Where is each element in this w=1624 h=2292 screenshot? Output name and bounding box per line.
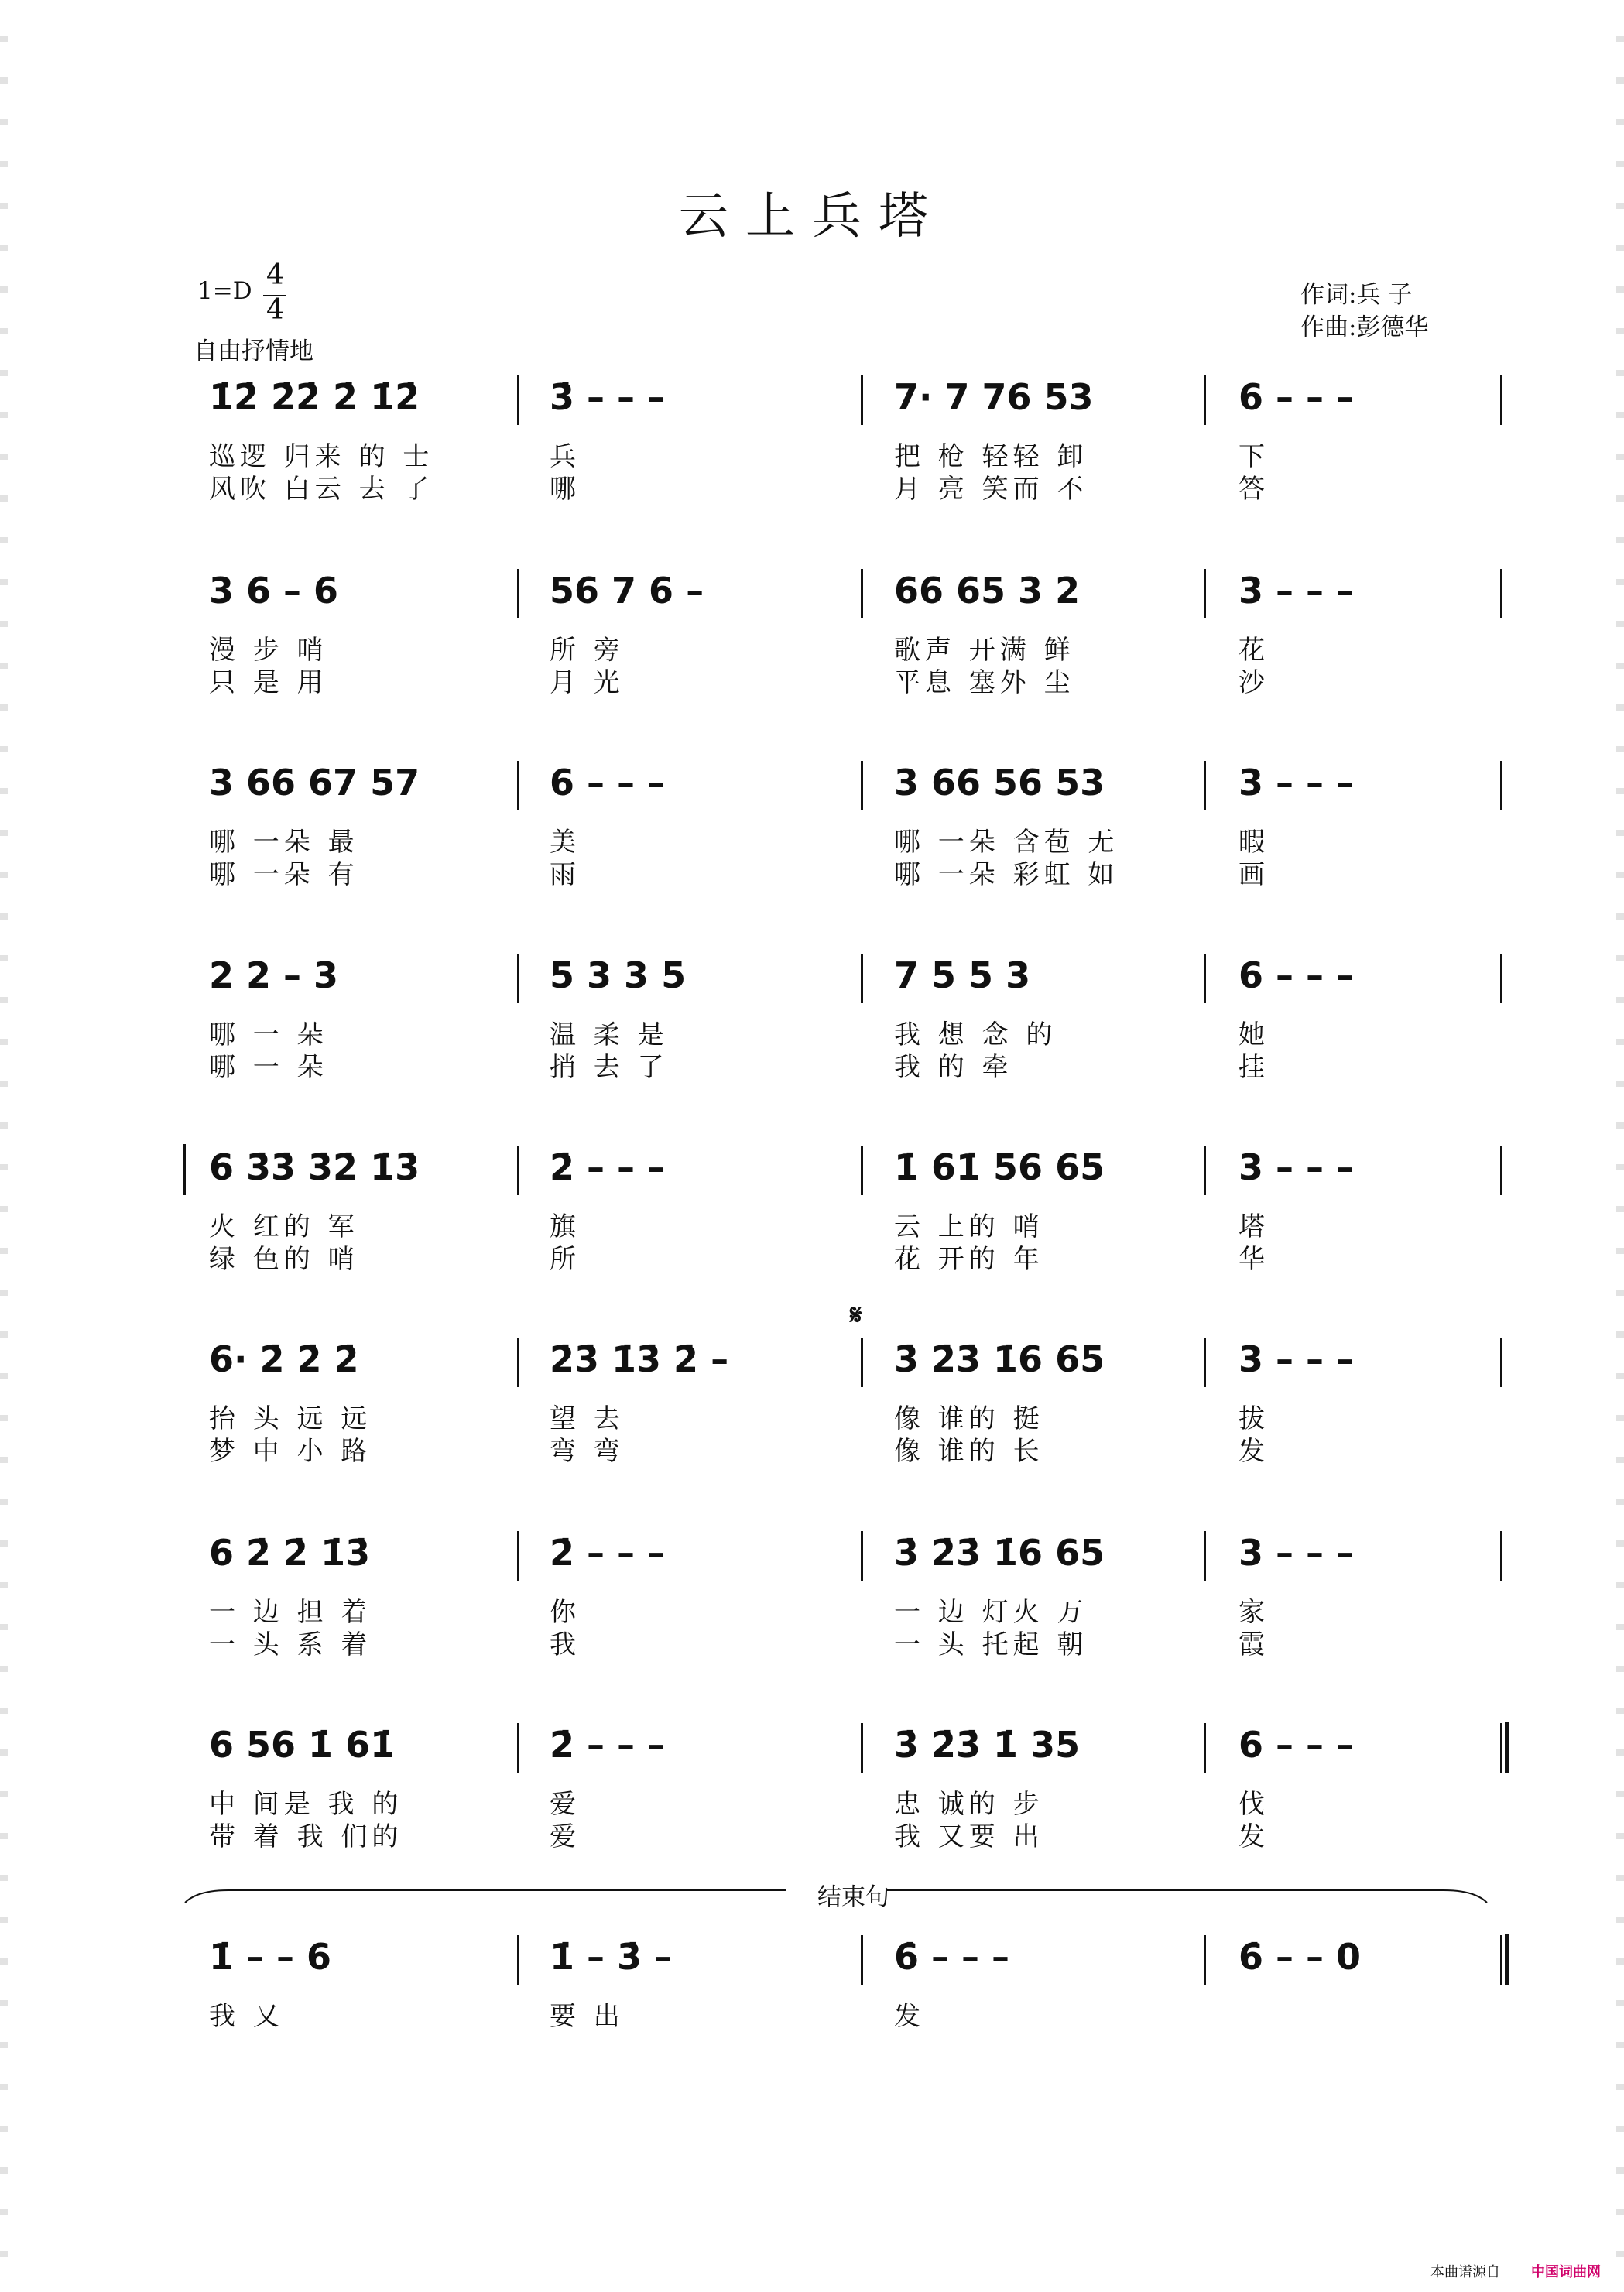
repeat-end-barline: [1505, 1722, 1509, 1773]
barline: [1500, 1146, 1502, 1195]
melody-measure: 3 – – –: [1239, 1146, 1355, 1188]
lyric-verse-2: 我: [550, 1629, 581, 1660]
melody-measure: 7 5 5 3: [894, 954, 1031, 996]
lyric-verse-1: 要 出: [550, 2001, 625, 2032]
lyric-verse-1: 抬 头 远 远: [209, 1403, 372, 1434]
lyric-verse-2: 发: [1239, 1821, 1269, 1852]
ending-label: 结束句: [817, 1883, 889, 1911]
melody-measure: 3 66 67 57: [209, 762, 420, 803]
melody-measure: 1̇ – 3̇ –: [550, 1936, 673, 1978]
lyric-verse-2: 风吹 白云 去 了: [209, 474, 434, 505]
melody-measure: 7· 7 76 53: [894, 376, 1094, 418]
barline: [1204, 1935, 1206, 1985]
melody-measure: 6 2̇ 2̇ 1̇3̇: [209, 1532, 371, 1574]
lyric-verse-1: 暇: [1239, 827, 1269, 858]
barline: [1204, 1723, 1206, 1773]
barline: [861, 1935, 863, 1985]
lyric-verse-1: 一 边 担 着: [209, 1597, 372, 1628]
barline: [1500, 761, 1502, 810]
melody-measure: 3 – – –: [1239, 762, 1355, 803]
melody-measure: 3̇ 2̇3̇ 1̇ 35: [894, 1724, 1081, 1766]
lyric-verse-1: 伐: [1239, 1789, 1269, 1820]
lyric-verse-2: 捎 去 了: [550, 1052, 669, 1083]
melody-measure: 1̇ 61̇ 56 65: [894, 1146, 1105, 1188]
lyric-verse-2: 画: [1239, 859, 1269, 890]
lyric-verse-2: 发: [1239, 1436, 1269, 1467]
song-title: 云上兵塔: [679, 188, 945, 245]
lyric-verse-2: 答: [1239, 474, 1269, 505]
lyric-verse-1: 塔: [1239, 1211, 1269, 1242]
lyric-verse-2: 霞: [1239, 1629, 1269, 1660]
lyric-verse-2: 华: [1239, 1244, 1269, 1275]
left-border-strip: [0, 0, 8, 2292]
barline: [1204, 1146, 1206, 1195]
barline: [517, 375, 519, 425]
barline: [1204, 954, 1206, 1003]
melody-measure: 3 6 – 6: [209, 570, 339, 612]
lyric-verse-2: 沙: [1239, 667, 1269, 698]
barline: [861, 954, 863, 1003]
barline: [861, 1338, 863, 1387]
melody-measure: 6· 2̇ 2̇ 2̇: [209, 1338, 359, 1380]
repeat-start-barline: [183, 1144, 186, 1195]
lyric-verse-2: 哪 一朵 彩虹 如: [894, 859, 1119, 890]
lyric-verse-1: 发: [894, 2001, 925, 2032]
time-signature-denominator: 4: [266, 294, 284, 326]
barline: [1204, 1531, 1206, 1581]
lyric-verse-2: 一 头 托起 朝: [894, 1629, 1088, 1660]
lyric-verse-2: 像 谁的 长: [894, 1436, 1044, 1467]
barline: [1204, 569, 1206, 618]
melody-measure: 2 2 – 3: [209, 954, 339, 996]
lyric-verse-2: 带 着 我 们的: [209, 1821, 403, 1852]
lyric-verse-1: 像 谁的 挺: [894, 1403, 1044, 1434]
lyric-verse-2: 我 的 牵: [894, 1052, 1013, 1083]
barline: [1500, 1338, 1502, 1387]
composer-credit: 作曲:彭德华: [1300, 313, 1429, 341]
lyric-verse-1: 我 又: [209, 2001, 284, 2032]
lyric-verse-1: 美: [550, 827, 581, 858]
right-border-strip: [1616, 0, 1624, 2292]
melody-measure: 6 3̇3̇ 3̇2̇ 1̇3̇: [209, 1146, 420, 1188]
melody-measure: 6 – – –: [550, 762, 666, 803]
barline: [1500, 1723, 1502, 1773]
melody-measure: 6 56 1̇ 61̇: [209, 1724, 396, 1766]
lyric-verse-1: 歌声 开满 鲜: [894, 635, 1075, 666]
barline: [861, 1146, 863, 1195]
final-barline: [1505, 1934, 1509, 1985]
melody-measure: 66 65 3 2: [894, 570, 1081, 612]
lyric-verse-1: 中 间是 我 的: [209, 1789, 403, 1820]
lyric-verse-2: 弯 弯: [550, 1436, 625, 1467]
lyric-verse-1: 花: [1239, 635, 1269, 666]
lyric-verse-1: 望 去: [550, 1403, 625, 1434]
barline: [1500, 1531, 1502, 1581]
lyric-verse-2: 花 开的 年: [894, 1244, 1044, 1275]
lyric-verse-1: 哪 一朵 含苞 无: [894, 827, 1119, 858]
lyric-verse-2: 所: [550, 1244, 581, 1275]
lyric-verse-1: 漫 步 哨: [209, 635, 328, 666]
lyric-verse-2: 月 光: [550, 667, 625, 698]
melody-measure: 3 – – –: [1239, 1532, 1355, 1574]
tempo-marking: 自由抒情地: [194, 337, 313, 365]
lyric-verse-1: 所 旁: [550, 635, 625, 666]
barline: [861, 1723, 863, 1773]
barline: [1204, 375, 1206, 425]
melody-measure: 56 7 6 –: [550, 570, 704, 612]
lyric-verse-1: 把 枪 轻轻 卸: [894, 441, 1088, 472]
barline: [517, 569, 519, 618]
barline: [517, 761, 519, 810]
segno-icon: 𝄋: [850, 1300, 862, 1331]
barline: [517, 1146, 519, 1195]
lyric-verse-1: 火 红的 军: [209, 1211, 359, 1242]
lyric-verse-2: 哪: [550, 474, 581, 505]
lyric-verse-2: 梦 中 小 路: [209, 1436, 372, 1467]
barline: [1204, 1338, 1206, 1387]
lyric-verse-1: 拔: [1239, 1403, 1269, 1434]
lyric-verse-2: 雨: [550, 859, 581, 890]
lyric-verse-1: 哪 一朵 最: [209, 827, 359, 858]
lyric-verse-2: 月 亮 笑而 不: [894, 474, 1088, 505]
barline: [517, 1338, 519, 1387]
melody-measure: 6 – – –: [1239, 1724, 1355, 1766]
lyric-verse-1: 忠 诚的 步: [894, 1789, 1044, 1820]
lyric-verse-1: 巡逻 归来 的 士: [209, 441, 434, 472]
melody-measure: 1̇2̇ 2̇2̇ 2̇ 1̇2̇: [209, 376, 420, 418]
footer-source: 本曲谱源自: [1430, 2264, 1500, 2280]
melody-measure: 5 3 3 5: [550, 954, 687, 996]
footer-site: 中国词曲网: [1531, 2264, 1601, 2280]
melody-measure: 6̇ – – –: [894, 1936, 1010, 1978]
lyric-verse-2: 爱: [550, 1821, 581, 1852]
lyric-verse-1: 我 想 念 的: [894, 1019, 1057, 1050]
melody-measure: 6̇ – – 0: [1239, 1936, 1362, 1978]
lyric-verse-1: 一 边 灯火 万: [894, 1597, 1088, 1628]
lyric-verse-1: 云 上的 哨: [894, 1211, 1044, 1242]
barline: [861, 375, 863, 425]
barline: [1500, 569, 1502, 618]
melody-measure: 3 – – –: [1239, 1338, 1355, 1380]
melody-measure: 6 – – –: [1239, 376, 1355, 418]
melody-measure: 6 – – –: [1239, 954, 1355, 996]
melody-measure: 2̇ – – –: [550, 1532, 666, 1574]
lyric-verse-1: 家: [1239, 1597, 1269, 1628]
lyric-verse-2: 哪 一 朵: [209, 1052, 328, 1083]
lyric-verse-2: 一 头 系 着: [209, 1629, 372, 1660]
barline: [1500, 954, 1502, 1003]
lyric-verse-2: 绿 色的 哨: [209, 1244, 359, 1275]
lyric-verse-1: 温 柔 是: [550, 1019, 669, 1050]
melody-measure: 3̇ 2̇3̇ 1̇6 65: [894, 1532, 1105, 1574]
lyric-verse-1: 哪 一 朵: [209, 1019, 328, 1050]
barline: [517, 1531, 519, 1581]
barline: [861, 569, 863, 618]
lyric-verse-1: 兵: [550, 441, 581, 472]
melody-measure: 3 – – –: [1239, 570, 1355, 612]
barline: [1204, 761, 1206, 810]
key-signature: 1=D: [197, 277, 252, 305]
lyric-verse-1: 下: [1239, 441, 1269, 472]
lyric-verse-1: 你: [550, 1597, 581, 1628]
barline: [1500, 375, 1502, 425]
barline: [517, 954, 519, 1003]
lyric-verse-2: 哪 一朵 有: [209, 859, 359, 890]
barline: [861, 761, 863, 810]
melody-measure: 3̇ – – –: [550, 376, 666, 418]
barline: [517, 1723, 519, 1773]
melody-measure: 2̇3̇ 1̇3̇ 2̇ –: [550, 1338, 729, 1380]
melody-measure: 3̇ 2̇3̇ 1̇6 65: [894, 1338, 1105, 1380]
melody-measure: 3 66 56 53: [894, 762, 1105, 803]
lyricist-credit: 作词:兵 子: [1300, 281, 1413, 309]
lyric-verse-2: 我 又要 出: [894, 1821, 1044, 1852]
barline: [861, 1531, 863, 1581]
lyric-verse-2: 平息 塞外 尘: [894, 667, 1075, 698]
lyric-verse-1: 她: [1239, 1019, 1269, 1050]
lyric-verse-2: 只 是 用: [209, 667, 328, 698]
lyric-verse-2: 挂: [1239, 1052, 1269, 1083]
barline: [1500, 1935, 1502, 1985]
time-signature-numerator: 4: [266, 259, 284, 291]
barline: [517, 1935, 519, 1985]
lyric-verse-1: 爱: [550, 1789, 581, 1820]
melody-measure: 2̇ – – –: [550, 1724, 666, 1766]
lyric-verse-1: 旗: [550, 1211, 581, 1242]
melody-measure: 2̇ – – –: [550, 1146, 666, 1188]
melody-measure: 1̇ – – 6: [209, 1936, 332, 1978]
